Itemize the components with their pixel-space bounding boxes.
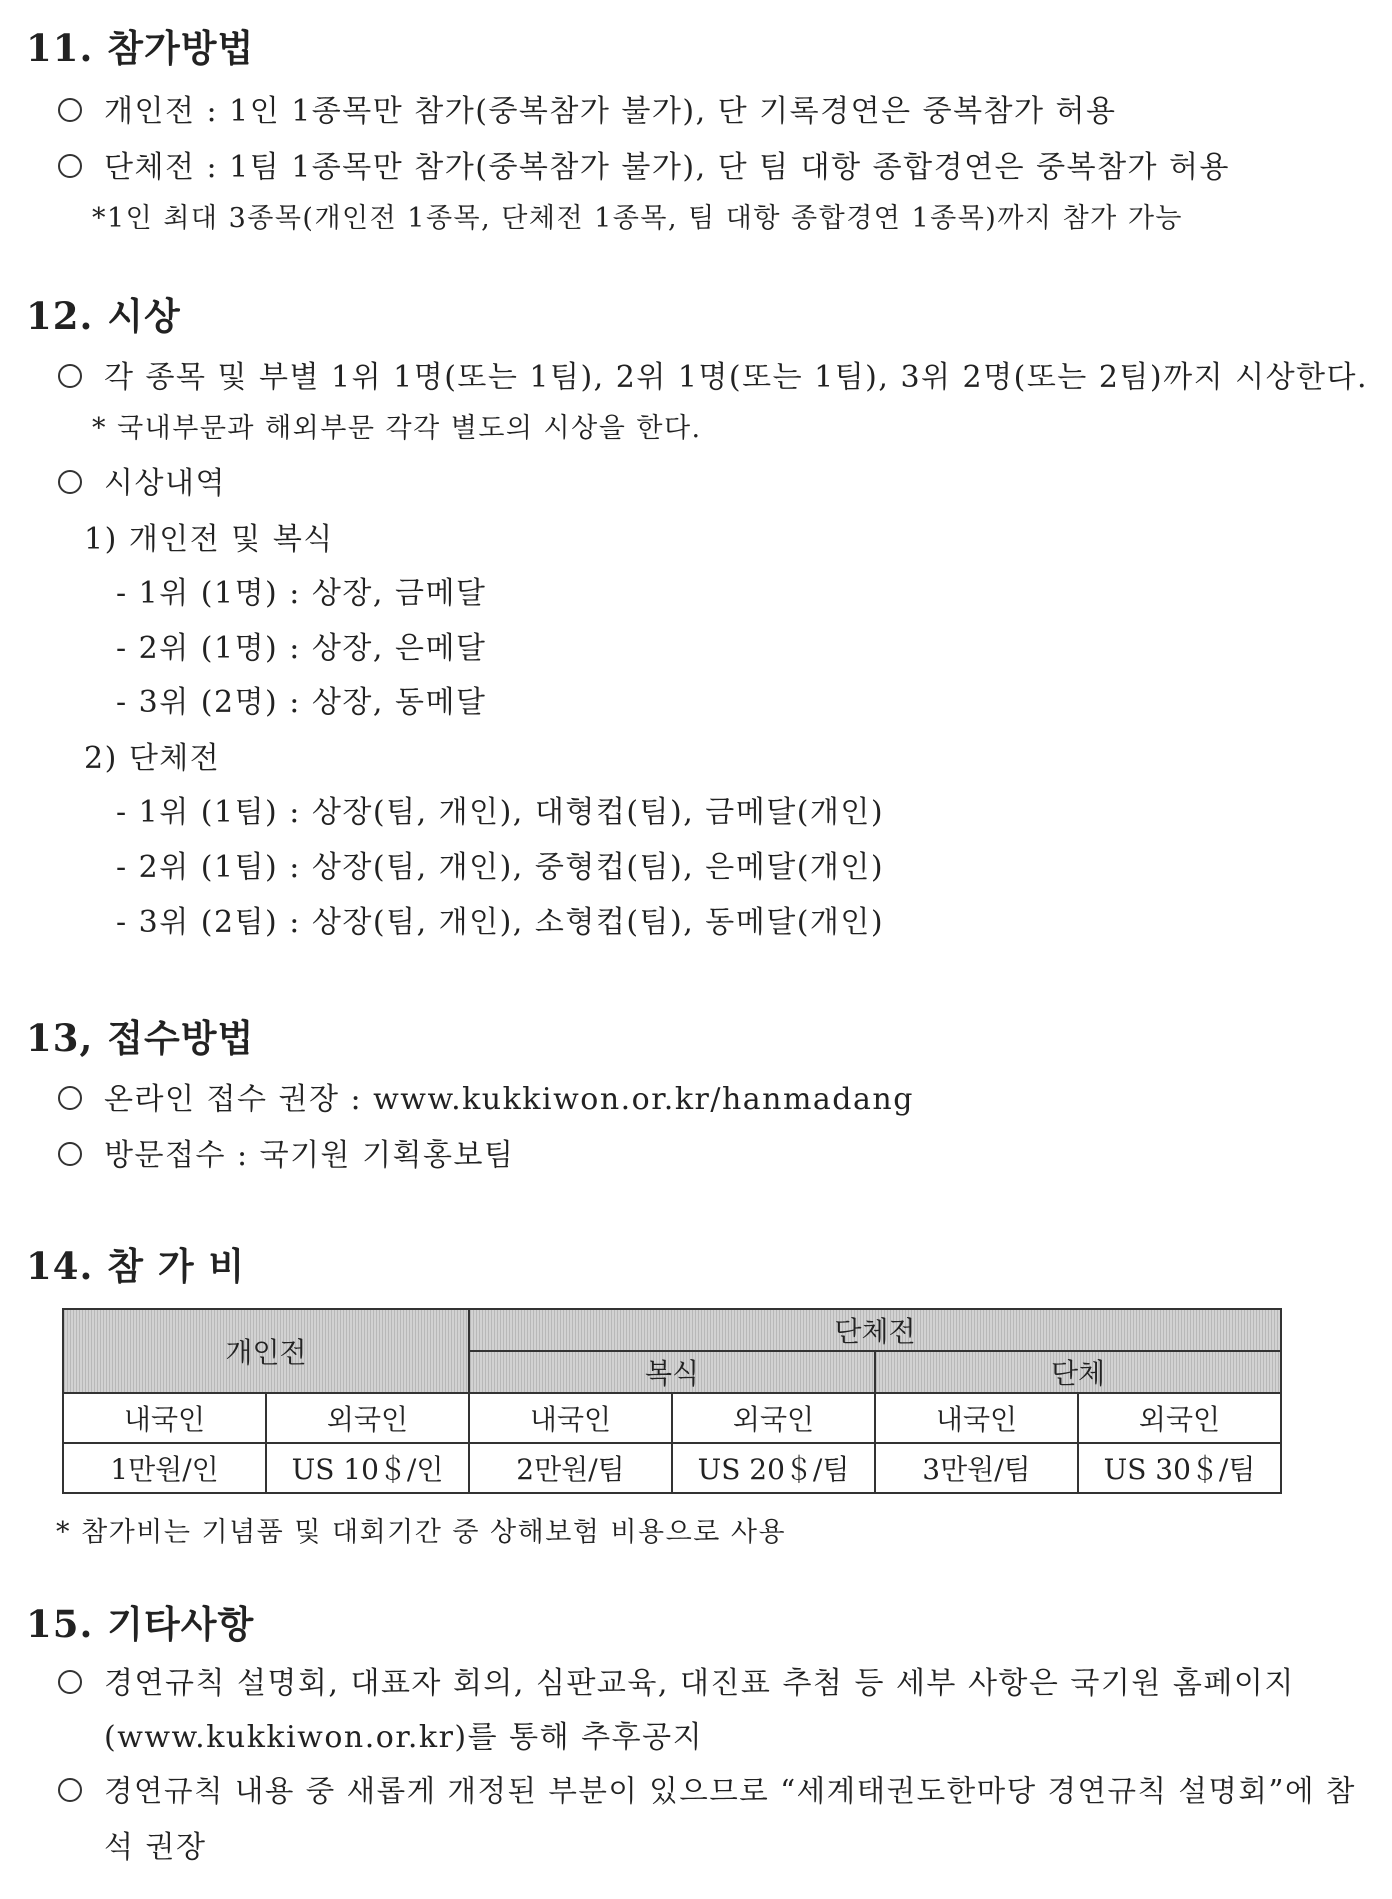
- fee-cell: US 20＄/팀: [672, 1443, 875, 1493]
- s12-sub2: 2) 단체전: [84, 741, 221, 776]
- circle-bullet-icon: [58, 1086, 82, 1110]
- col-foreign: 외국인: [1078, 1393, 1281, 1443]
- s12-line-details: 시상내역: [58, 458, 226, 502]
- s12-sub2-item: - 2위 (1팀) : 상장(팀, 개인), 중형컵(팀), 은메달(개인): [116, 850, 885, 885]
- fee-cell: 1만원/인: [63, 1443, 266, 1493]
- circle-bullet-icon: [58, 154, 82, 178]
- s15-line-1-cont: (www.kukkiwon.or.kr)를 통해 추후공지: [104, 1720, 704, 1755]
- section-14-title: 14. 참 가 비: [26, 1244, 246, 1288]
- circle-bullet-icon: [58, 98, 82, 122]
- s13-line-visit: 방문접수 : 국기원 기획홍보팀: [58, 1130, 514, 1174]
- fee-table: [62, 1308, 1282, 1494]
- col-domestic: 내국인: [875, 1393, 1078, 1443]
- circle-bullet-icon: [58, 364, 82, 388]
- s14-note: * 참가비는 기념품 및 대회기간 중 상해보험 비용으로 사용: [56, 1517, 787, 1548]
- s12-sub1: 1) 개인전 및 복식: [84, 522, 334, 557]
- fee-cell: 3만원/팀: [875, 1443, 1078, 1493]
- s12-sub1-item: - 1위 (1명) : 상장, 금메달: [116, 576, 487, 611]
- header-individual: 개인전: [63, 1309, 469, 1393]
- header-team: 단체전: [469, 1309, 1281, 1351]
- circle-bullet-icon: [58, 1142, 82, 1166]
- col-domestic: 내국인: [469, 1393, 672, 1443]
- s12-note: * 국내부문과 해외부문 각각 별도의 시상을 한다.: [92, 413, 702, 444]
- col-foreign: 외국인: [672, 1393, 875, 1443]
- s15-line-1: 경연규칙 설명회, 대표자 회의, 심판교육, 대진표 추첨 등 세부 사항은 국기원 홈페이지: [58, 1658, 1295, 1702]
- s12-sub1-item: - 2위 (1명) : 상장, 은메달: [116, 631, 487, 666]
- header-doubles: 복식: [469, 1351, 875, 1393]
- s15-line-2: 경연규칙 내용 중 새롭게 개정된 부분이 있으므로 “세계태권도한마당 경연규칙 설명회”에 참: [58, 1768, 1356, 1810]
- s11-line-individual: 개인전 : 1인 1종목만 참가(중복참가 불가), 단 기록경연은 중복참가 허용: [58, 86, 1117, 130]
- section-12-title: 12. 시상: [26, 294, 181, 338]
- s13-line-online: 온라인 접수 권장 : www.kukkiwon.or.kr/hanmadang: [58, 1074, 914, 1118]
- col-domestic: 내국인: [63, 1393, 266, 1443]
- s12-sub2-item: - 1위 (1팀) : 상장(팀, 개인), 대형컵(팀), 금메달(개인): [116, 795, 885, 830]
- s12-line-awards: 각 종목 및 부별 1위 1명(또는 1팀), 2위 1명(또는 1팀), 3위 2명(또는 2팀)까지 시상한다.: [58, 352, 1368, 396]
- fee-cell: US 30＄/팀: [1078, 1443, 1281, 1493]
- fee-cell: US 10＄/인: [266, 1443, 469, 1493]
- fee-cell: 2만원/팀: [469, 1443, 672, 1493]
- s15-line-2-cont: 석 권장: [104, 1830, 207, 1865]
- s12-sub2-item: - 3위 (2팀) : 상장(팀, 개인), 소형컵(팀), 동메달(개인): [116, 905, 885, 940]
- s11-line-team: 단체전 : 1팀 1종목만 참가(중복참가 불가), 단 팀 대항 종합경연은 중복참가 허용: [58, 142, 1230, 186]
- s12-sub1-item: - 3위 (2명) : 상장, 동메달: [116, 685, 487, 720]
- section-11-title: 11. 참가방법: [26, 26, 255, 70]
- section-15-title: 15. 기타사항: [26, 1602, 255, 1646]
- circle-bullet-icon: [58, 1670, 82, 1694]
- circle-bullet-icon: [58, 1778, 82, 1802]
- header-group: 단체: [875, 1351, 1281, 1393]
- section-13-title: 13, 접수방법: [26, 1016, 255, 1060]
- circle-bullet-icon: [58, 470, 82, 494]
- col-foreign: 외국인: [266, 1393, 469, 1443]
- s11-note: *1인 최대 3종목(개인전 1종목, 단체전 1종목, 팀 대항 종합경연 1종목)까지 참가 가능: [92, 203, 1183, 234]
